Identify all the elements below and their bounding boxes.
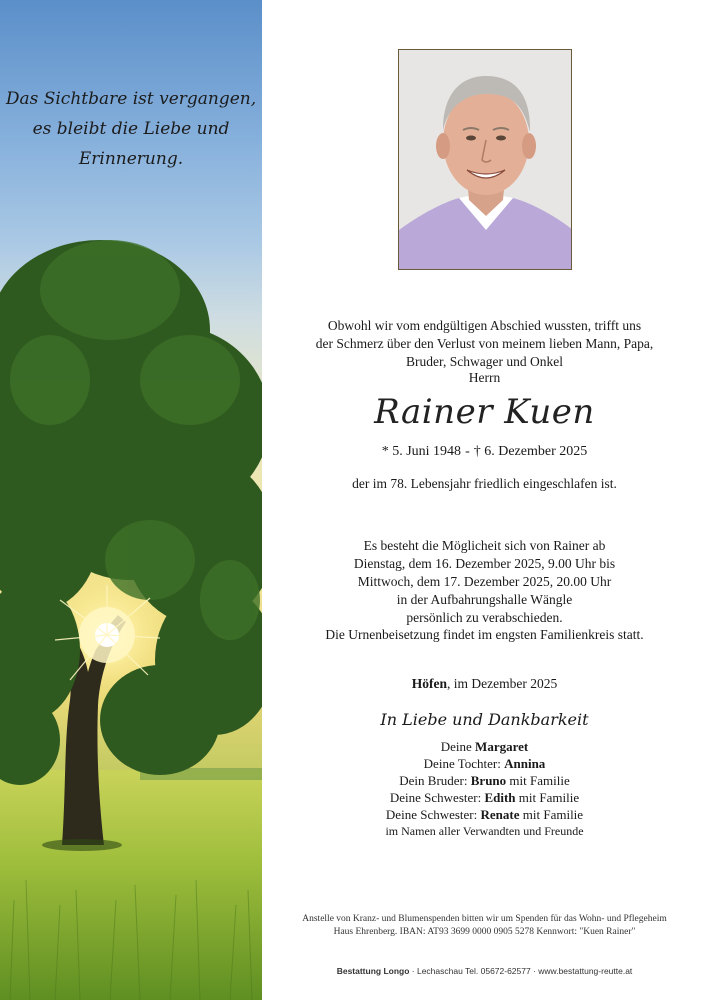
donation-line: Anstelle von Kranz- und Blumenspenden bitten wir um Spenden für das Wohn- und Pflegeheim [302,914,667,924]
mourner-line [262,806,707,823]
mourners-list [262,738,707,840]
mourner-line [262,772,707,789]
mourner-suffix: mit Familie [515,790,580,805]
intro-text [262,317,707,371]
salutation: Herrn [468,370,501,385]
place-name: Höfen [411,676,448,691]
mourner-name: Edith [484,790,516,805]
viewing-line: Mittwoch, dem 17. Dezember 2025, 20.00 Uhr [357,574,612,589]
donation-line: Haus Ehrenberg. IBAN: AT93 3699 0000 0905 5278 Kennwort: "Kuen Rainer" [333,927,636,937]
motto-quote [0,84,262,174]
intro-line: Bruder, Schwager und Onkel [406,354,563,369]
viewing-line: Dienstag, dem 16. Dezember 2025, 9.00 Uhr bis [353,556,616,571]
mourner-name: Bruno [470,773,507,788]
mourner-name: Margaret [475,739,529,754]
date-separator: - [465,444,470,459]
viewing-info [262,537,707,627]
intro-line: der Schmerz über den Verlust von meinem lieben Mann, Papa, [315,336,654,351]
funeral-home-contact: · Lechaschau Tel. 05672-62577 · www.bestattung-reutte.at [409,966,633,976]
death-date: † 6. Dezember 2025 [473,444,588,459]
place-and-date [262,676,707,692]
viewing-line: Es besteht die Möglicheit sich von Rainer ab [363,538,606,553]
mourner-name: Renate [480,807,520,822]
mourner-name: Annina [504,756,546,771]
mourner-suffix: mit Familie [506,773,570,788]
viewing-line: in der Aufbahrungshalle Wängle [396,592,573,607]
mourner-relation: Deine Tochter: [423,756,505,771]
mourner-line [262,789,707,806]
urn-burial-text: Die Urnenbeisetzung findet im engsten Familienkreis statt. [325,627,644,642]
birth-date: * 5. Juni 1948 [381,444,462,459]
mourner-relation: Dein Bruder: [399,773,471,788]
passed-away-text: der im 78. Lebensjahr friedlich eingeschlafen ist. [352,476,617,491]
mourner-relation: Deine Schwester: [385,807,481,822]
mourner-line [262,755,707,772]
mourner-line [262,738,707,755]
donation-request [262,913,707,939]
life-dates [262,444,707,460]
deceased-name: Rainer Kuen [374,392,595,432]
intro-line: Obwohl wir vom endgültigen Abschied wussten, trifft uns [327,318,642,333]
mourner-relation: Deine Schwester: [389,790,485,805]
motto-line: Erinnerung. [78,149,184,169]
mourner-suffix: mit Familie [519,807,584,822]
mourner-relation: Deine [440,739,476,754]
portrait-image [399,50,572,270]
love-gratitude-heading: In Liebe und Dankbarkeit [380,710,589,729]
mourners-closing: im Namen aller Verwandten und Freunde [385,824,584,838]
funeral-home-name: Bestattung Longo [336,966,410,976]
motto-line: Das Sichtbare ist vergangen, [5,89,257,109]
viewing-line: persönlich zu verabschieden. [406,610,563,625]
place-date-rest: , im Dezember 2025 [447,676,558,691]
portrait-photo [398,49,572,270]
motto-line: es bleibt die Liebe und [32,119,230,139]
funeral-home-footer [262,966,707,976]
decorative-side-panel [0,0,262,1000]
